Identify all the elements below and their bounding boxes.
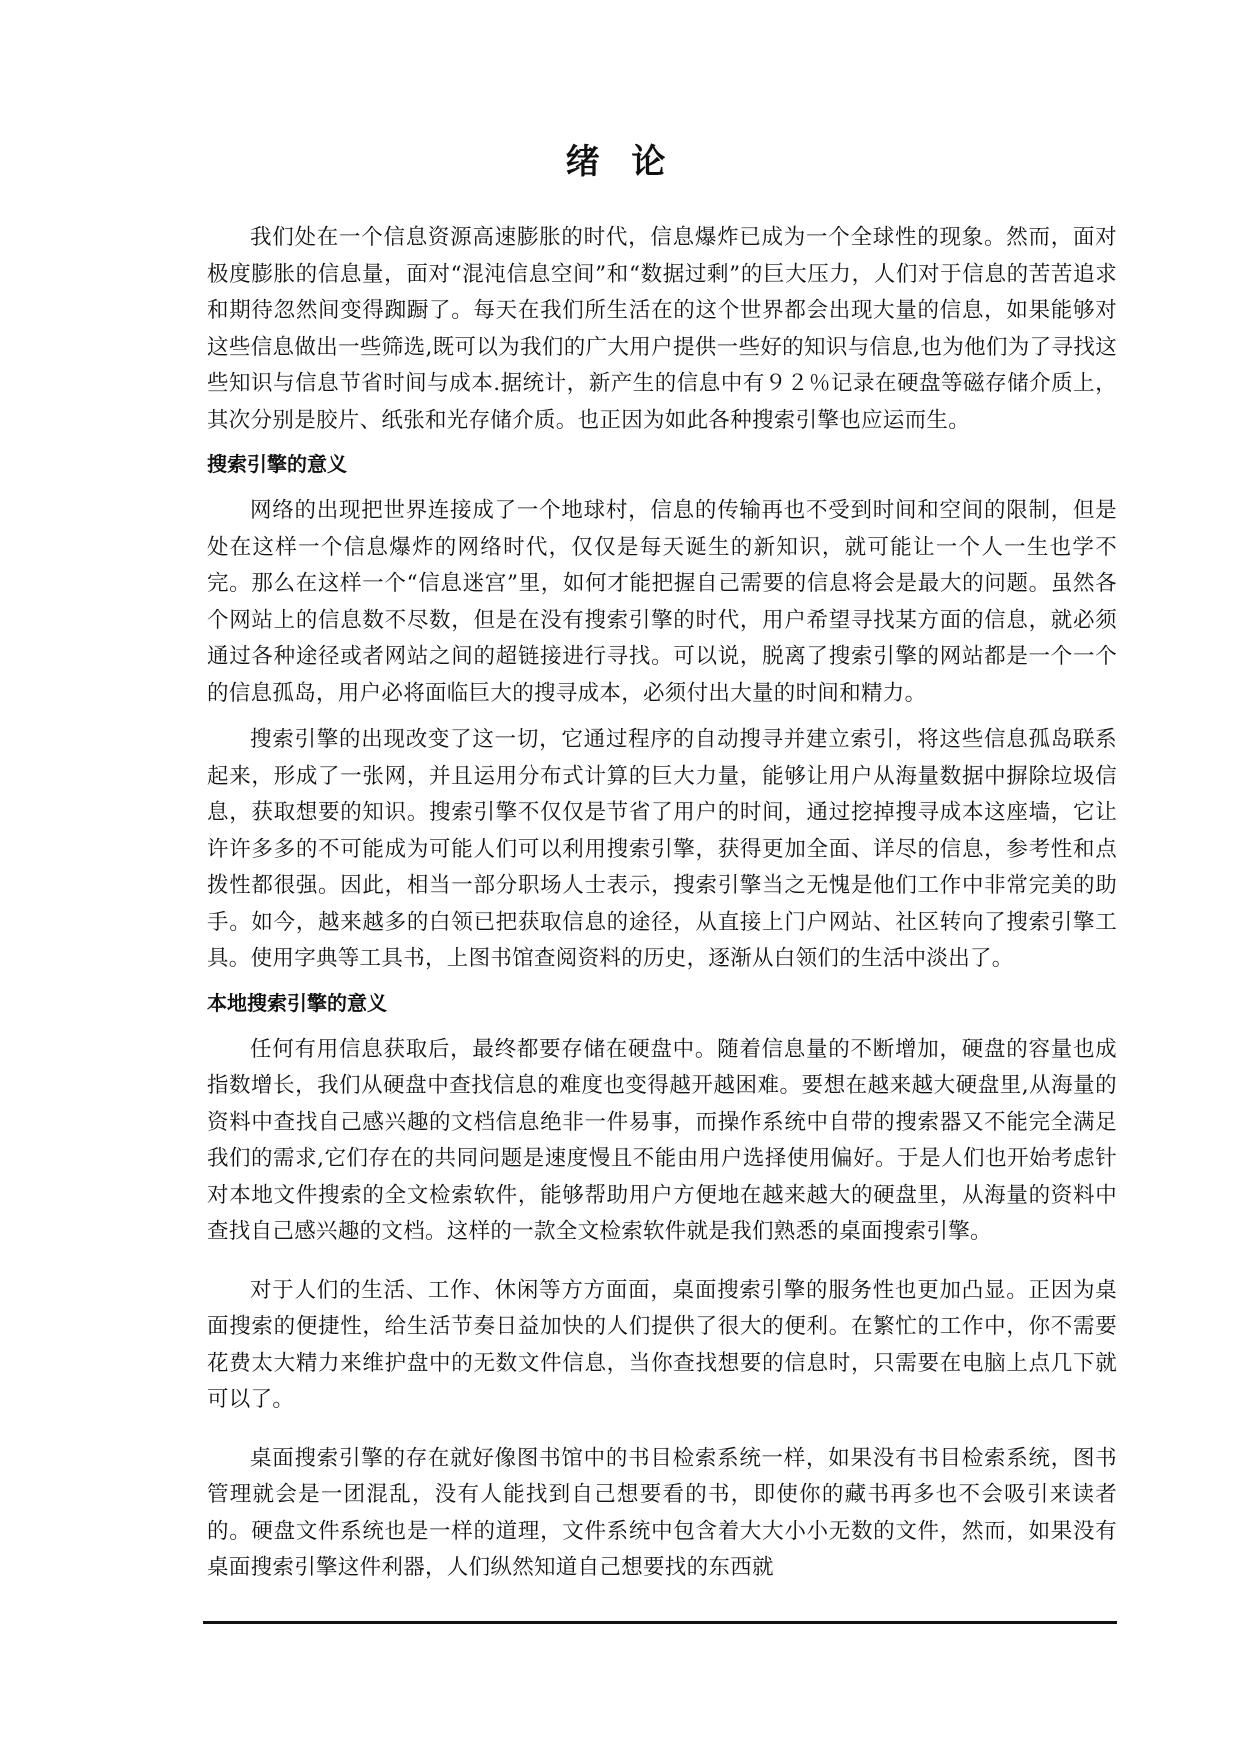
section1-paragraph-2: 搜索引擎的出现改变了这一切，它通过程序的自动搜寻并建立索引，将这些信息孤岛联系起来，形成了一张网，并且运用分布式计算的巨大力量，能够让用户从海量数据中摒除垃圾信息，获取想要的知识。搜索引擎不仅仅是节省了用户的时间，通过挖掉搜寻成本这座墙，它让许许多多的不可能成为可能人们可以利用搜索引擎，获得更加全面、详尽的信息，参考性和点拨性都很强。因此，相当一部分职场人士表示，搜索引擎当之无愧是他们工作中非常完美的助手。如今，越来越多的白领已把获取信息的途径，从直接上门户网站、社区转向了搜索引擎工具。使用字典等工具书，上图书馆查阅资料的历史，逐渐从白领们的生活中淡出了。 <box>207 727 1117 971</box>
page-title: 绪 论 <box>565 142 676 182</box>
section-heading-local-search-engine: 本地搜索引擎的意义 <box>207 990 387 1015</box>
section2-paragraph-3: 桌面搜索引擎的存在就好像图书馆中的书目检索系统一样，如果没有书目检索系统，图书管理就会是一团混乱，没有人能找到自己想要看的书，即使你的藏书再多也不会吸引来读者的。硬盘文件系统也是一样的道理，文件系统中包含着大大小小无数的文件，然而，如果没有桌面搜索引擎这件利器，人们纵然知道自己想要找的东西就 <box>207 1445 1117 1580</box>
section1-paragraph-1: 网络的出现把世界连接成了一个地球村，信息的传输再也不受到时间和空间的限制，但是处在这样一个信息爆炸的网络时代，仅仅是每天诞生的新知识，就可能让一个人一生也学不完。那么在这样一个“信息迷宫”里，如何才能把握自己需要的信息将会是最大的问题。虽然各个网站上的信息数不尽数，但是在没有搜索引擎的时代，用户希望寻找某方面的信息，就必须通过各种途径或者网站之间的超链接进行寻找。可以说，脱离了搜索引擎的网站都是一个一个的信息孤岛，用户必将面临巨大的搜寻成本，必须付出大量的时间和精力。 <box>207 498 1117 706</box>
section2-paragraph-2: 对于人们的生活、工作、休闲等方方面面，桌面搜索引擎的服务性也更加凸显。正因为桌面搜索的便捷性，给生活节奏日益加快的人们提供了很大的便利。在繁忙的工作中，你不需要花费太大精力来维护盘中的无数文件信息，当你查找想要的信息时，只需要在电脑上点几下就可以了。 <box>207 1277 1117 1412</box>
document-body <box>207 220 1117 1597</box>
footer-rule <box>203 1621 1117 1624</box>
section2-paragraph-1: 任何有用信息获取后，最终都要存储在硬盘中。随着信息量的不断增加，硬盘的容量也成指数增长，我们从硬盘中查找信息的难度也变得越开越困难。要想在越来越大硬盘里,从海量的资料中查找自己感兴趣的文档信息绝非一件易事，而操作系统中自带的搜索器又不能完全满足我们的需求,它们存在的共同问题是速度慢且不能由用户选择使用偏好。于是人们也开始考虑针对本地文件搜索的全文检索软件，能够帮助用户方便地在越来越大的硬盘里，从海量的资料中查找自己感兴趣的文档。这样的一款全文检索软件就是我们熟悉的桌面搜索引擎。 <box>207 1036 1117 1244</box>
section-heading-search-engine: 搜索引擎的意义 <box>207 452 347 476</box>
intro-paragraph: 我们处在一个信息资源高速膨胀的时代，信息爆炸已成为一个全球性的现象。然而，面对极度膨胀的信息量，面对“混沌信息空间”和“数据过剩”的巨大压力，人们对于信息的苦苦追求和期待忽然间变得踟蹰了。每天在我们所生活在的这个世界都会出现大量的信息，如果能够对这些信息做出一些筛选,既可以为我们的广大用户提供一些好的知识与信息,也为他们为了寻找这些知识与信息节省时间与成本.据统计，新产生的信息中有９２％记录在硬盘等磁存储介质上，其次分别是胶片、纸张和光存储介质。也正因为如此各种搜索引擎也应运而生。 <box>207 225 1117 433</box>
